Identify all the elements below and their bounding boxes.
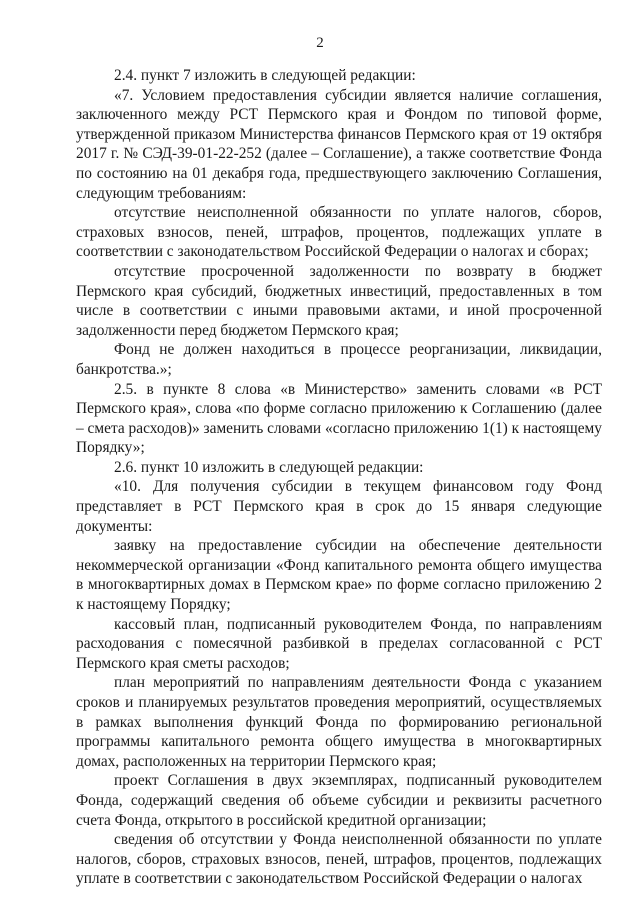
paragraph-clause-7: «7. Условием предоставления субсидии является наличие соглашения, заключенного между РСТ Пермского края и Фондом по типовой форме, утвержденной приказом Министерства финансов Пермского края от 19 октября 2017 г. № СЭД-39-01-22-252 (далее – Соглашение), а также соответствие Фонда по состоянию на 01 декабря года, предшествующего заключению Соглашения, следующим требованиям: bbox=[76, 86, 602, 202]
paragraph-doc-activity-plan: план мероприятий по направлениям деятельности Фонда с указанием сроков и планируемых результатов проведения мероприятий, осуществляемых в рамках выполнения функций Фонда по формированию региональной программы капитального ремонта общего имущества в многоквартирных домах, расположенных на территории Пермского края; bbox=[76, 674, 602, 770]
paragraph-doc-application: заявку на предоставление субсидии на обеспечение деятельности некоммерческой организации «Фонд капитального ремонта общего имущества в многоквартирных домах в Пермском крае» по форме согласно приложению 2 к настоящему Порядку; bbox=[76, 537, 602, 614]
paragraph-clause-10: «10. Для получения субсидии в текущем финансовом году Фонд представляет в РСТ Пермского края в срок до 15 января следующие документы: bbox=[76, 478, 602, 535]
paragraph-doc-tax-info: сведения об отсутствии у Фонда неисполненной обязанности по уплате налогов, сборов, страховых взносов, пеней, штрафов, процентов, подлежащих уплате в соответствии с законодательством Российской Федерации о налогах bbox=[76, 831, 602, 888]
paragraph-2-4: 2.4. пункт 7 изложить в следующей редакции: bbox=[114, 67, 416, 84]
paragraph-2-5: 2.5. в пункте 8 слова «в Министерство» заменить словами «в РСТ Пермского края», слова «по форме согласно приложению к Соглашению (далее – смета расходов)» заменить словами «согласно приложению 1(1) к настоящему Порядку»; bbox=[76, 380, 602, 457]
paragraph-doc-agreement-draft: проект Соглашения в двух экземплярах, подписанный руководителем Фонда, содержащий сведения об объеме субсидии и реквизиты расчетного счета Фонда, открытого в российской кредитной организации; bbox=[76, 772, 602, 829]
page-number: 2 bbox=[316, 35, 324, 51]
paragraph-requirement-bankruptcy: Фонд не должен находиться в процессе реорганизации, ликвидации, банкротства.»; bbox=[76, 341, 602, 378]
document-body bbox=[76, 66, 602, 889]
paragraph-requirement-taxes: отсутствие неисполненной обязанности по уплате налогов, сборов, страховых взносов, пеней, штрафов, процентов, подлежащих уплате в соответствии с законодательством Российской Федерации о налогах и сборах; bbox=[76, 204, 602, 261]
paragraph-2-6: 2.6. пункт 10 изложить в следующей редакции: bbox=[114, 458, 424, 476]
paragraph-requirement-debt: отсутствие просроченной задолженности по возврату в бюджет Пермского края субсидий, бюджетных инвестиций, предоставленных в том числе в соответствии с иными правовыми актами, и иной просроченной задолженности перед бюджетом Пермского края; bbox=[76, 262, 602, 339]
paragraph-doc-cash-plan: кассовый план, подписанный руководителем Фонда, по направлениям расходования с помесячной разбивкой в пределах согласованной с РСТ Пермского края сметы расходов; bbox=[76, 615, 602, 672]
